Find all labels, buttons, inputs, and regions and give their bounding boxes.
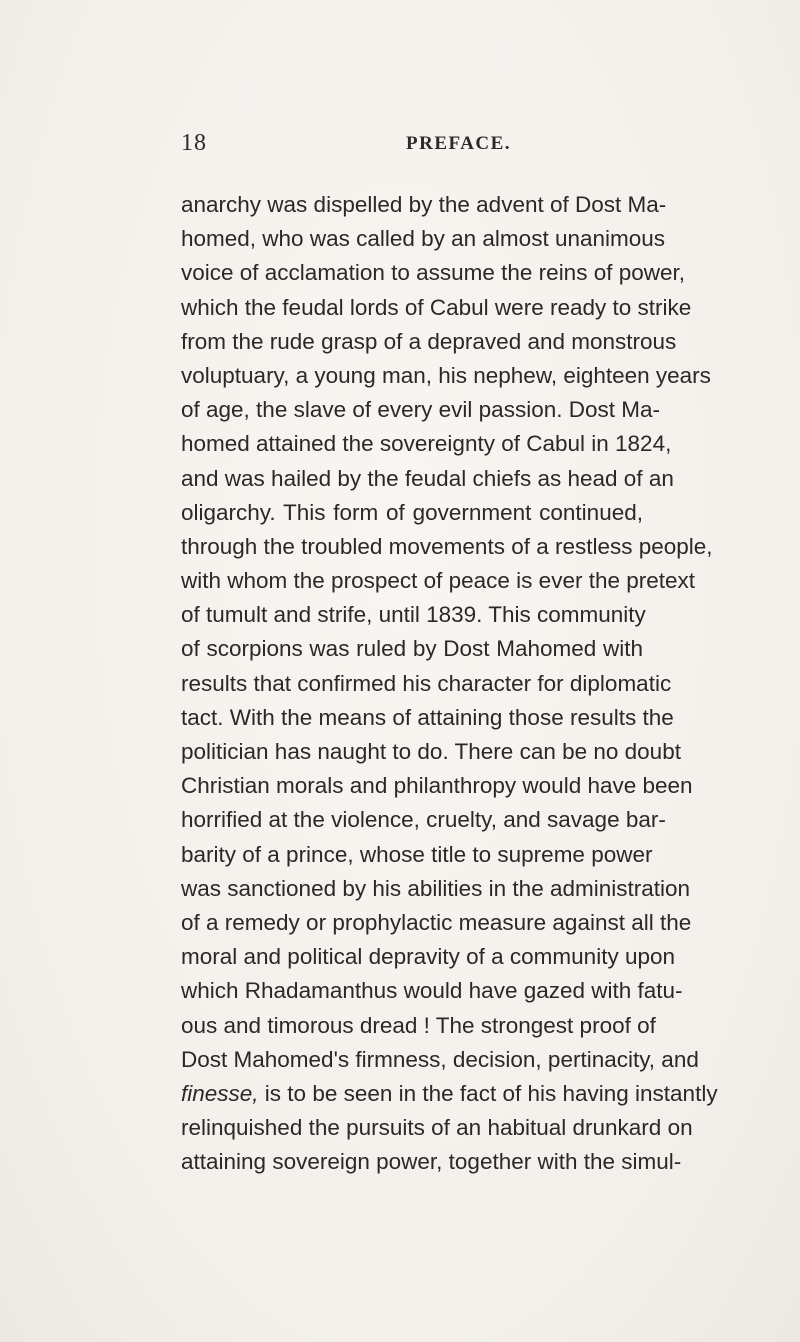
text-line: Dost Mahomed's firmness, decision, pertinacity, and [181,1046,699,1072]
text-line: of tumult and strife, until 1839. This community [181,602,646,628]
text-line: tact. With the means of attaining those results the [181,704,674,730]
text-line: which the feudal lords of Cabul were ready to strike [181,294,692,320]
text-line: from the rude grasp of a depraved and monstrous [181,328,677,354]
text-line: and was hailed by the feudal chiefs as head of an [181,465,674,491]
text-line: which Rhadamanthus would have gazed with fatu- [181,978,683,1004]
text-line: relinquished the pursuits of an habitual drunkard on [181,1115,693,1141]
italic-word: finesse, [181,1080,259,1106]
text-line: oligarchy. This form of government continued, [181,499,643,525]
text-line: politician has naught to do. There can be no doubt [181,739,681,764]
text-line: Christian morals and philanthropy would have been [181,773,693,799]
text-line: homed, who was called by an almost unanimous [181,226,666,252]
text-line: was sanctioned by his abilities in the administration [181,875,691,901]
text-line: with whom the prospect of peace is ever the pretext [181,568,696,594]
text-line: ous and timorous dread ! The strongest proof of [181,1012,656,1038]
text-line-italic [181,1077,718,1111]
text-line: attaining sovereign power, together with the simul- [181,1149,682,1175]
body-text [181,188,718,1179]
text-line: results that confirmed his character for diplomatic [181,670,672,696]
text-line: barity of a prince, whose title to supreme power [181,841,653,867]
running-title: PREFACE. [406,133,512,154]
page-number: 18 [181,130,207,156]
text-line: of scorpions was ruled by Dost Mahomed with [181,636,643,662]
text-line: anarchy was dispelled by the advent of Dost Ma- [181,192,667,217]
text-line: voice of acclamation to assume the reins of power, [181,260,686,286]
text-line: voluptuary, a young man, his nephew, eighteen years [181,362,711,388]
line-remainder: is to be seen in the fact of his having instantly [258,1080,718,1106]
text-line: homed attained the sovereignty of Cabul in 1824, [181,431,672,457]
text-line: horrified at the violence, cruelty, and savage bar- [181,807,666,833]
text-line: moral and political depravity of a community upon [181,944,676,970]
text-line: through the troubled movements of a restless people, [181,533,713,559]
running-head [181,130,641,160]
text-line: of a remedy or prophylactic measure against all the [181,909,692,935]
text-line: of age, the slave of every evil passion. Dost Ma- [181,397,660,423]
